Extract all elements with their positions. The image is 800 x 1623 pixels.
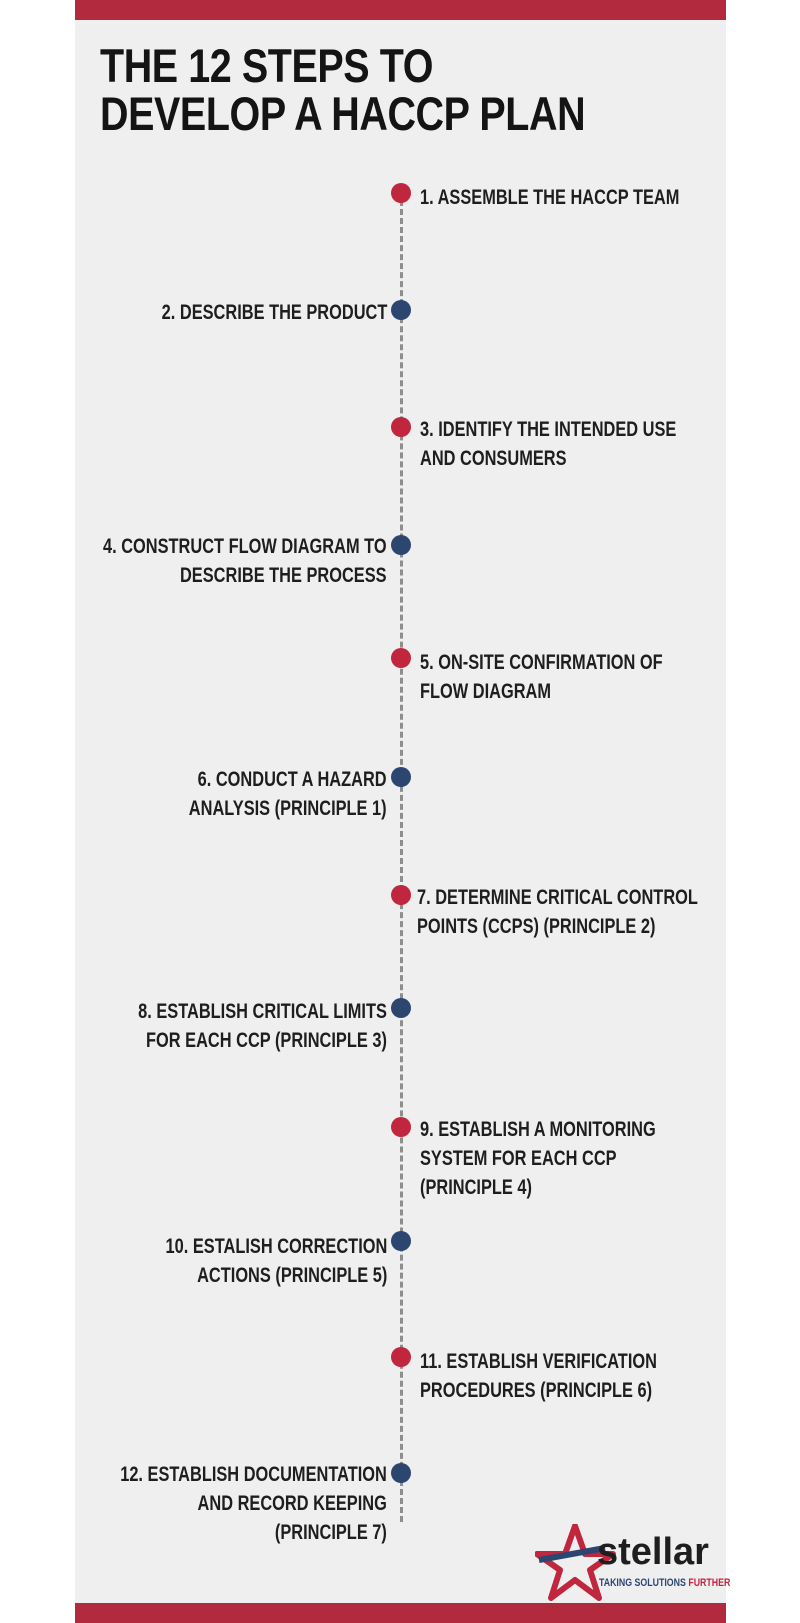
logo-tagline-main: TAKING SOLUTIONS	[599, 1577, 689, 1589]
step-12-marker	[391, 1463, 411, 1483]
step-11-label	[420, 1347, 657, 1405]
step-4-line-2: DESCRIBE THE PROCESS	[180, 564, 387, 587]
step-11-marker	[391, 1347, 411, 1367]
logo-tagline	[599, 1577, 730, 1589]
step-4-line-1: 4. CONSTRUCT FLOW DIAGRAM TO	[103, 535, 387, 558]
step-12-line-3: (PRINCIPLE 7)	[275, 1521, 387, 1544]
step-1-label	[420, 183, 679, 212]
top-banner-bar	[75, 0, 726, 20]
step-9-line-1: 9. ESTABLISH A MONITORING	[420, 1118, 656, 1141]
step-10-line-2: ACTIONS (PRINCIPLE 5)	[196, 1264, 387, 1287]
step-2-line-1: 2. DESCRIBE THE PRODUCT	[161, 301, 387, 324]
step-3-line-2: AND CONSUMERS	[420, 447, 567, 470]
step-7-line-2: POINTS (CCPS) (PRINCIPLE 2)	[417, 915, 656, 938]
step-4-label	[103, 532, 387, 590]
step-5-line-2: FLOW DIAGRAM	[420, 680, 552, 703]
step-8-marker	[391, 998, 411, 1018]
step-12-line-1: 12. ESTABLISH DOCUMENTATION	[120, 1463, 387, 1486]
step-2-label	[161, 298, 387, 327]
step-2-marker	[391, 300, 411, 320]
step-9-marker	[391, 1117, 411, 1137]
step-8-label	[138, 997, 387, 1055]
step-6-marker	[391, 767, 411, 787]
step-10-label	[165, 1232, 387, 1290]
step-1-line-1: 1. ASSEMBLE THE HACCP TEAM	[420, 186, 680, 209]
step-3-marker	[391, 417, 411, 437]
step-6-line-1: 6. CONDUCT A HAZARD	[198, 768, 387, 791]
step-12-label	[120, 1460, 387, 1547]
step-10-line-1: 10. ESTALISH CORRECTION	[165, 1235, 387, 1258]
step-7-line-1: 7. DETERMINE CRITICAL CONTROL	[417, 886, 698, 909]
step-4-marker	[391, 535, 411, 555]
step-10-marker	[391, 1231, 411, 1251]
step-1-marker	[391, 183, 411, 203]
logo-wordmark: stellar	[597, 1531, 709, 1573]
step-9-label	[420, 1115, 656, 1202]
step-9-line-3: (PRINCIPLE 4)	[420, 1176, 532, 1199]
step-5-label	[420, 648, 663, 706]
step-12-line-2: AND RECORD KEEPING	[197, 1492, 387, 1515]
timeline-line	[400, 200, 403, 1522]
step-8-line-1: 8. ESTABLISH CRITICAL LIMITS	[138, 1000, 387, 1023]
bottom-banner-bar	[75, 1603, 726, 1623]
step-3-line-1: 3. IDENTIFY THE INTENDED USE	[420, 418, 677, 441]
page-title: THE 12 STEPS TO DEVELOP A HACCP PLAN	[100, 39, 586, 140]
step-3-label	[420, 415, 676, 473]
step-6-line-2: ANALYSIS (PRINCIPLE 1)	[189, 797, 387, 820]
step-7-label	[417, 883, 698, 941]
step-8-line-2: FOR EACH CCP (PRINCIPLE 3)	[146, 1029, 387, 1052]
step-9-line-2: SYSTEM FOR EACH CCP	[420, 1147, 617, 1170]
step-7-marker	[391, 885, 411, 905]
step-11-line-1: 11. ESTABLISH VERIFICATION	[420, 1350, 657, 1373]
step-5-line-1: 5. ON-SITE CONFIRMATION OF	[420, 651, 663, 674]
step-11-line-2: PROCEDURES (PRINCIPLE 6)	[420, 1379, 653, 1402]
step-6-label	[189, 765, 387, 823]
logo-tagline-accent: FURTHER	[688, 1577, 731, 1589]
step-5-marker	[391, 648, 411, 668]
